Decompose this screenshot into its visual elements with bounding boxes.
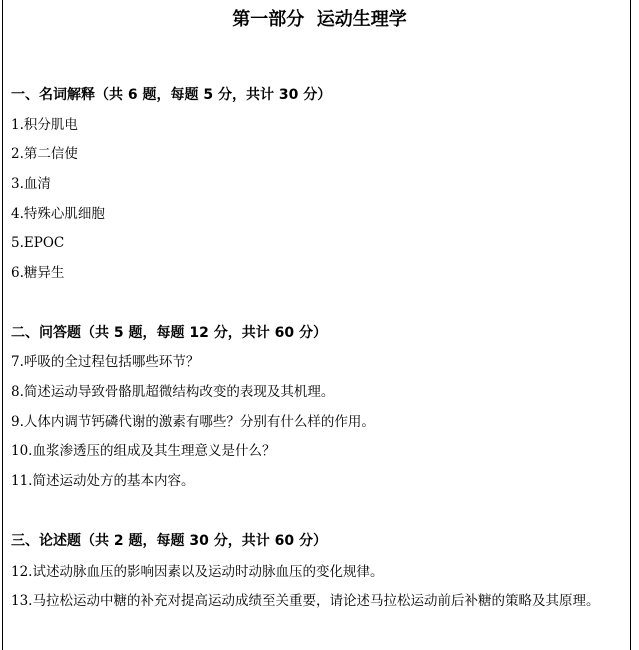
question-item: 7.呼吸的全过程包括哪些环节？ [11,354,200,370]
question-item: 11.简述运动处方的基本内容。 [11,473,195,489]
question-item: 5.EPOC [11,235,65,251]
section-heading-terms: 一、名词解释（共 6 题，每题 5 分，共计 30 分） [11,87,332,103]
section-heading-qa: 二、问答题（共 5 题，每题 12 分，共计 60 分） [11,325,327,341]
page-title: 第一部分 运动生理学 [232,9,407,30]
question-item: 9.人体内调节钙磷代谢的激素有哪些？分别有什么样的作用。 [11,414,375,430]
question-item: 6.糖异生 [11,265,65,281]
question-item: 10.血浆渗透压的组成及其生理意义是什么？ [11,443,276,459]
question-item: 3.血清 [11,176,51,192]
question-item: 2.第二信使 [11,146,78,162]
question-item: 8.简述运动导致骨骼肌超微结构改变的表现及其机理。 [11,384,335,400]
question-item: 4.特殊心肌细胞 [11,206,105,222]
question-item: 12.试述动脉血压的影响因素以及运动时动脉血压的变化规律。 [11,564,384,580]
question-item: 13.马拉松运动中糖的补充对提高运动成绩至关重要，请论述马拉松运动前后补糖的策略及其原理。 [11,593,600,609]
section-heading-essay: 三、论述题（共 2 题，每题 30 分，共计 60 分） [11,533,327,549]
question-item: 1.积分肌电 [11,117,78,133]
